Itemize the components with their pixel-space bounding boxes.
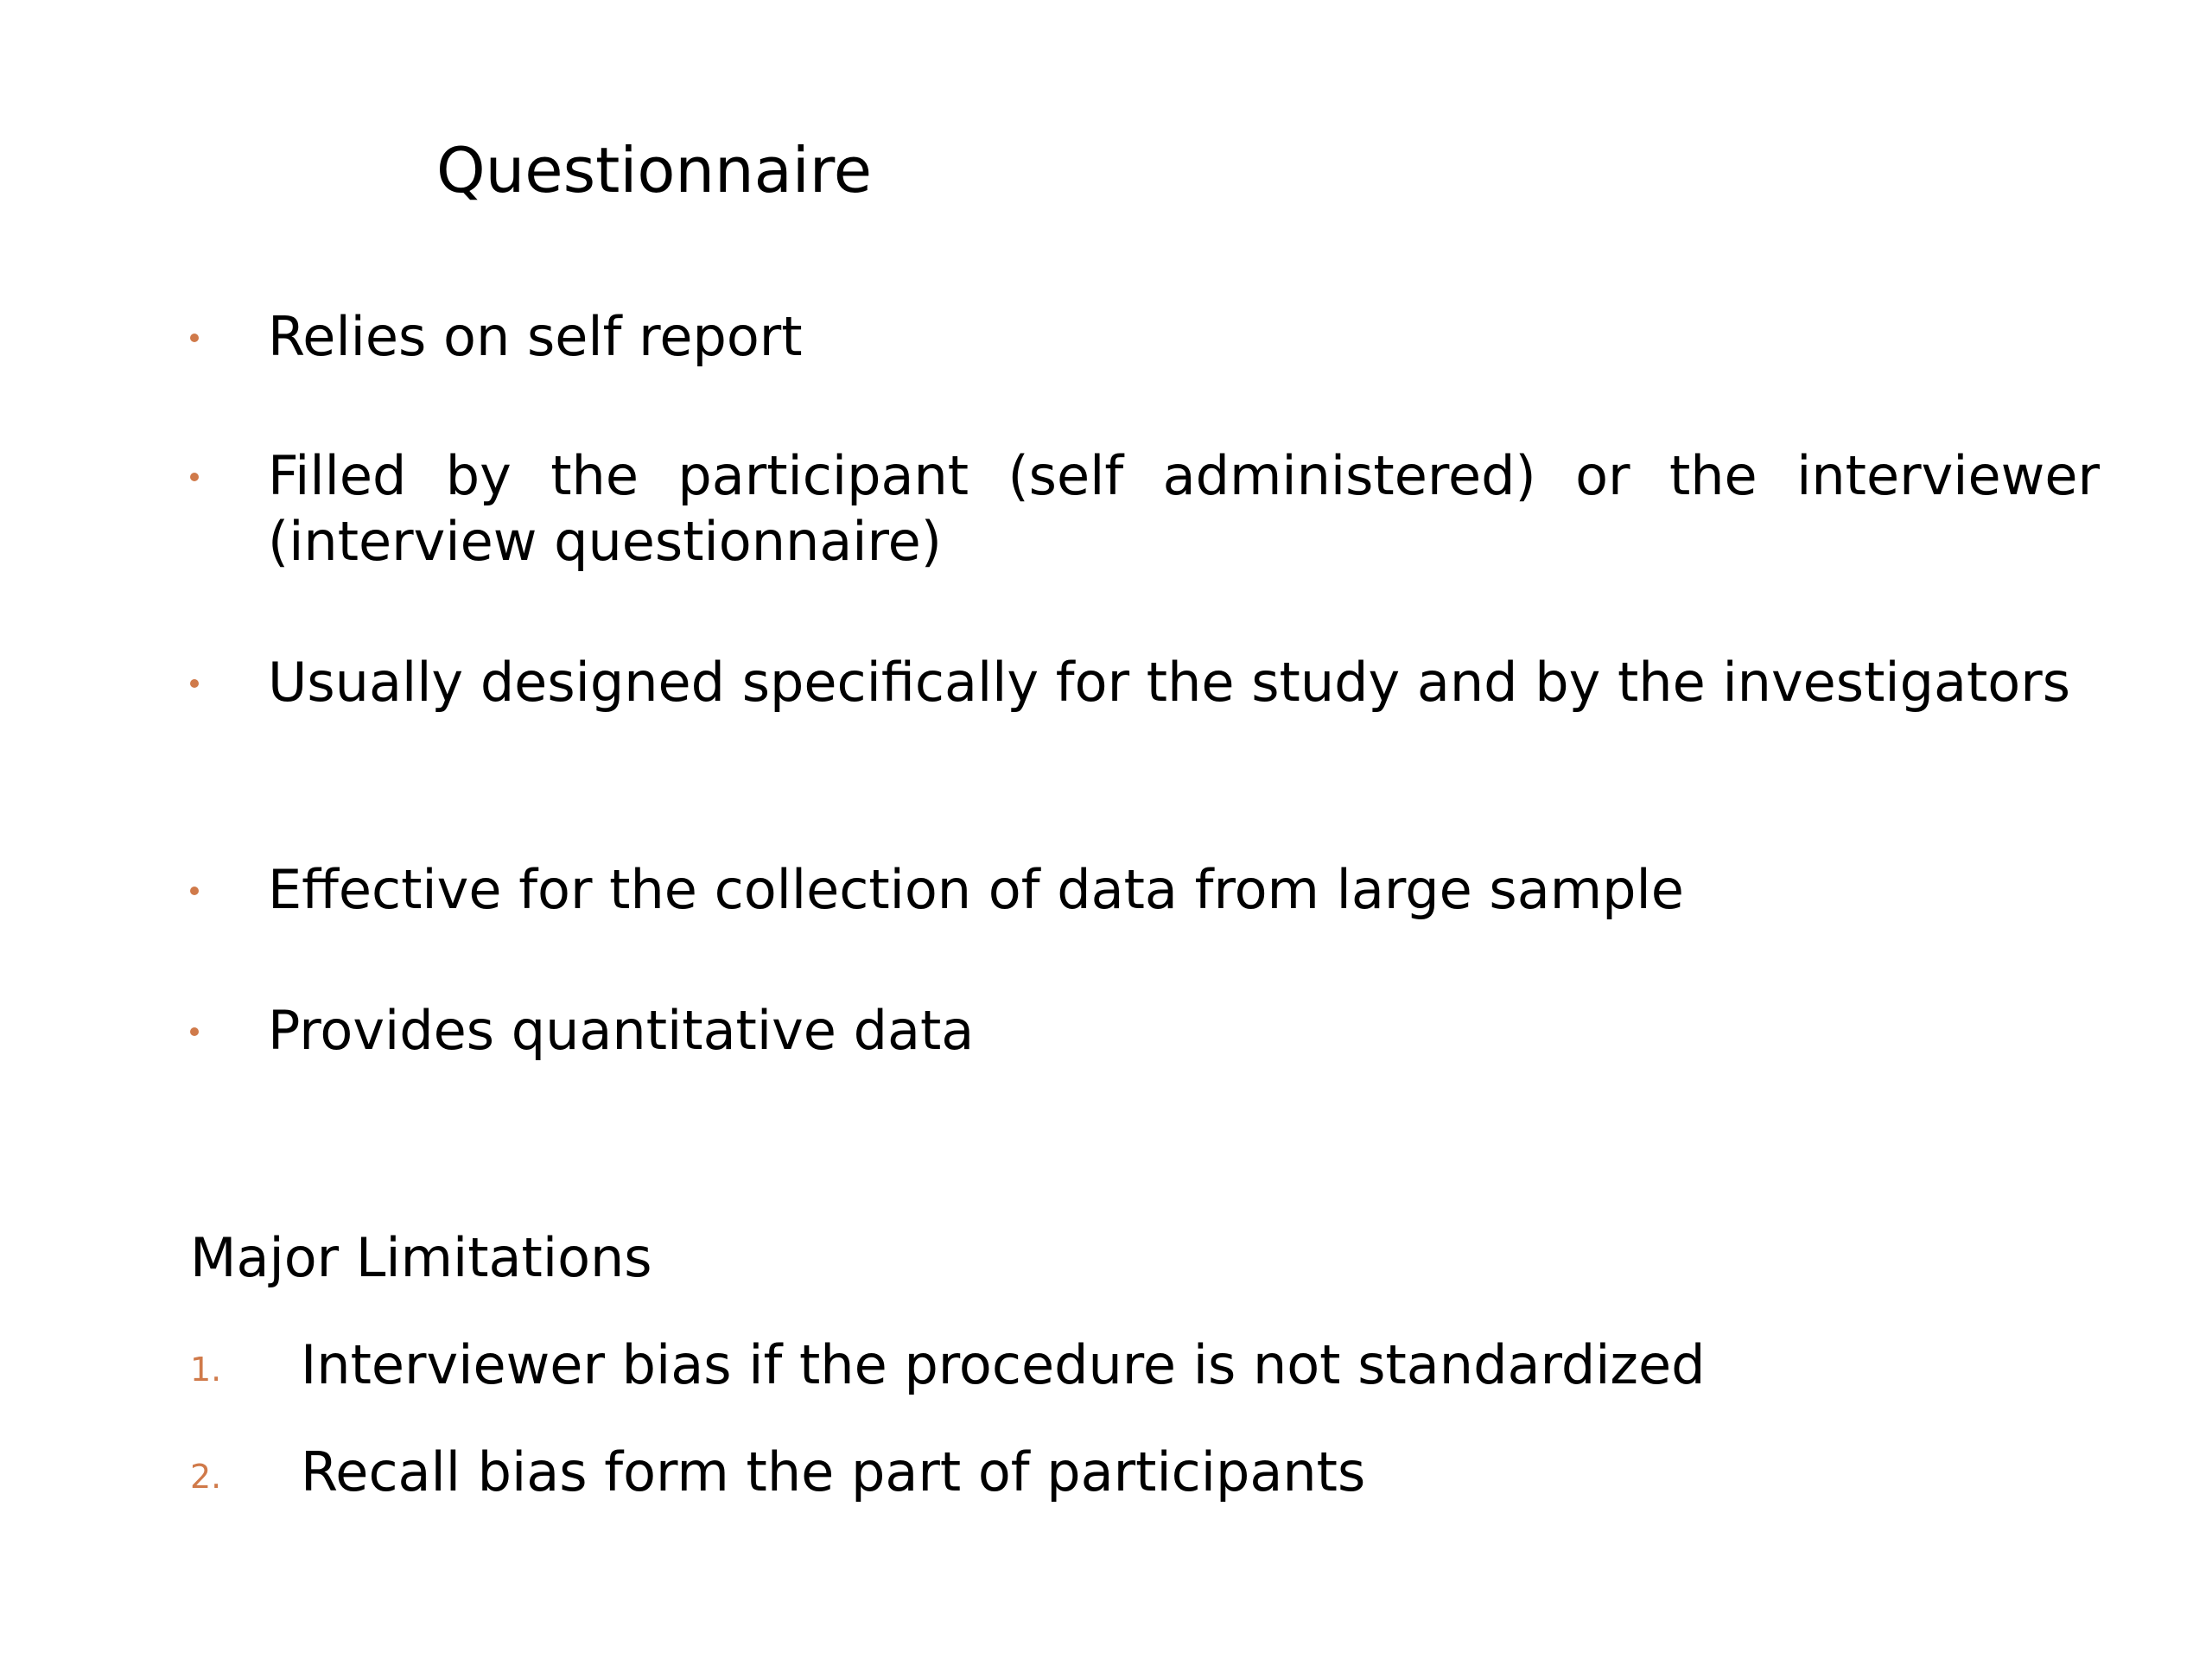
bullet-dot-icon: [190, 887, 199, 895]
list-number: 2.: [190, 1458, 222, 1496]
limitations-heading: Major Limitations: [190, 1226, 652, 1289]
limitation-text: Interviewer bias if the procedure is not standardized: [301, 1333, 1706, 1396]
bullet-dot-icon: [190, 334, 199, 342]
bullet-text: Filled by the participant (self administered) or the interviewer (interview questionnaire): [268, 444, 2100, 573]
bullet-text: Usually designed specifically for the study and by the investigators: [268, 651, 2071, 714]
limitation-text: Recall bias form the part of participants: [301, 1440, 1366, 1503]
bullet-text: Relies on self report: [268, 305, 803, 368]
bullet-dot-icon: [190, 1027, 199, 1036]
bullet-text: Provides quantitative data: [268, 999, 975, 1062]
bullet-dot-icon: [190, 679, 199, 688]
list-number: 1.: [190, 1351, 222, 1389]
slide-title: Questionnaire: [436, 134, 873, 207]
bullet-dot-icon: [190, 473, 199, 481]
bullet-text: Effective for the collection of data from large sample: [268, 858, 1684, 921]
